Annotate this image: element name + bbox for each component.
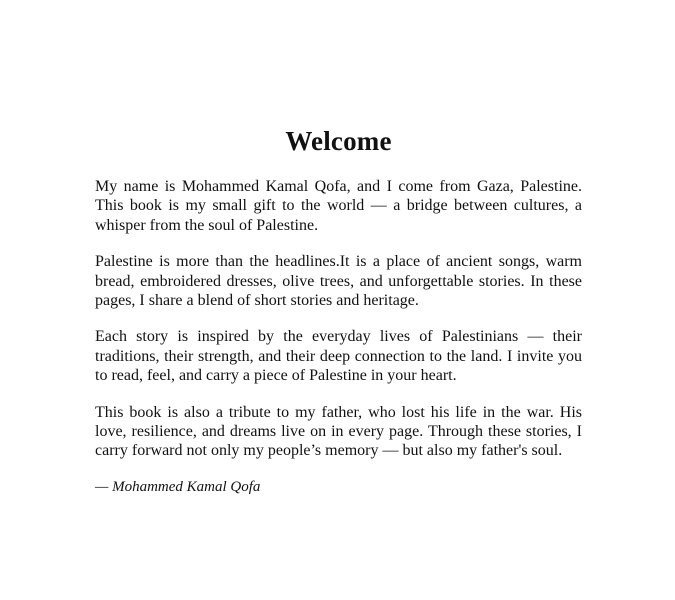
paragraph-palestine: Palestine is more than the headlines.It is a place of ancient songs, warm bread, embroidered dresses, olive trees, and unforgettable stories. In these pages, I share a blend of short stories and heritage. bbox=[95, 253, 582, 310]
welcome-section bbox=[95, 126, 582, 497]
paragraph-tribute: This book is also a tribute to my father, who lost his life in the war. His love, resilience, and dreams live on in every page. Through these stories, I carry forward not only my people’s memory — but also my father's soul. bbox=[95, 403, 582, 460]
paragraph-stories: Each story is inspired by the everyday lives of Palestinians — their traditions, their strength, and their deep connection to the land. I invite you to read, feel, and carry a piece of Palestine in your heart. bbox=[95, 328, 582, 385]
page-title: Welcome bbox=[285, 126, 392, 156]
author-signature: — Mohammed Kamal Qofa bbox=[95, 478, 261, 495]
paragraph-intro: My name is Mohammed Kamal Qofa, and I come from Gaza, Palestine. This book is my small gift to the world — a bridge between cultures, a whisper from the soul of Palestine. bbox=[95, 178, 582, 234]
